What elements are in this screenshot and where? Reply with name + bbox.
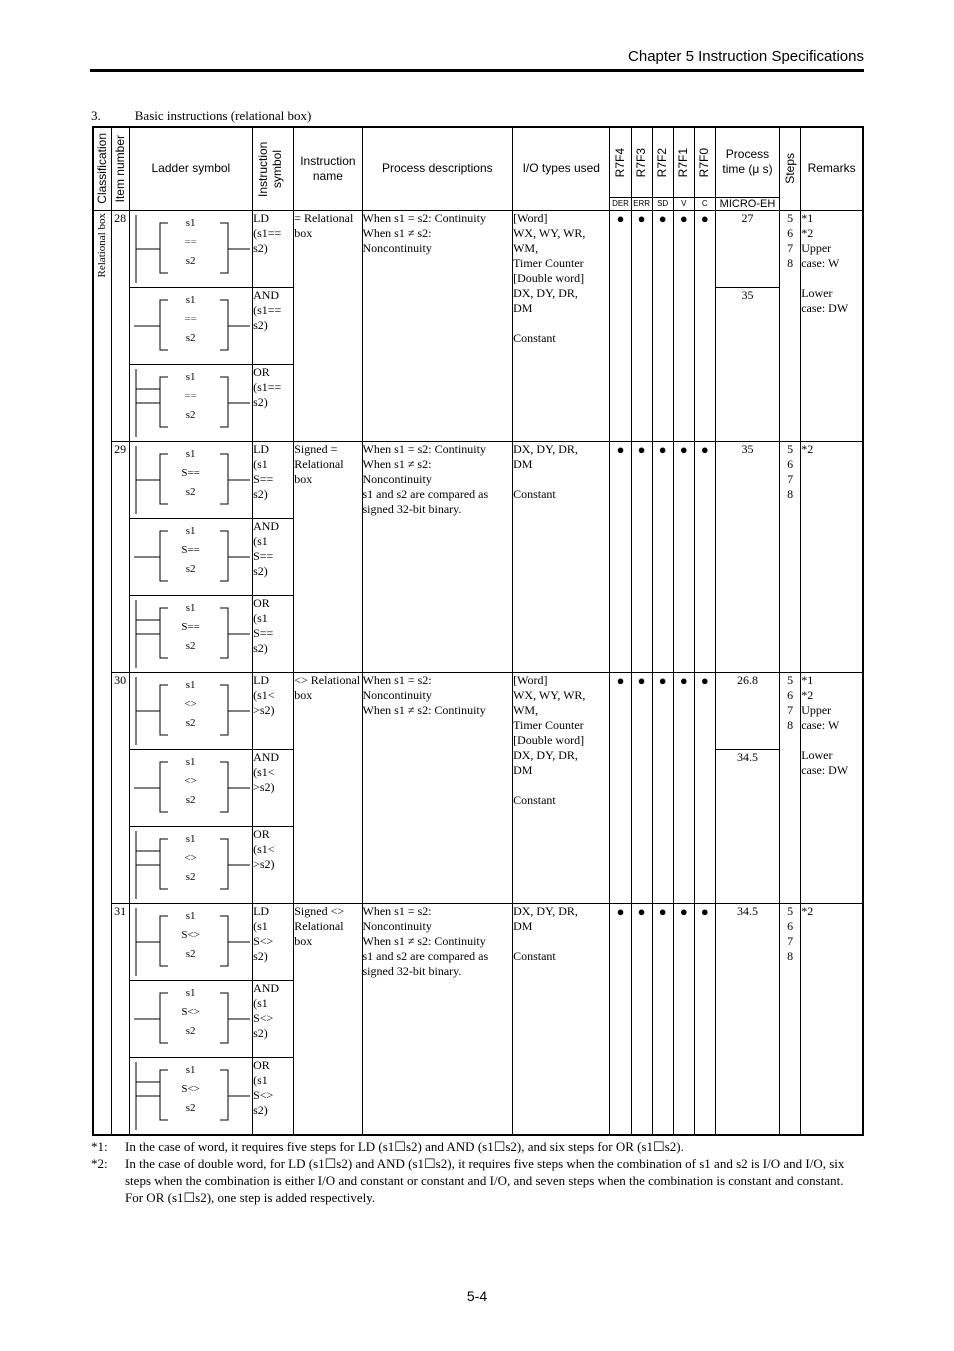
flag-dot: ● xyxy=(652,441,673,672)
ladder-s2: s2 xyxy=(185,870,196,883)
instruction-symbol: AND (s1== s2) xyxy=(253,287,294,364)
ladder-s2: s2 xyxy=(185,716,196,729)
ladder-symbol-cell xyxy=(129,672,252,749)
flag-dot: ● xyxy=(694,210,715,441)
flag-dot: ● xyxy=(673,441,694,672)
ladder-operator: <> xyxy=(184,697,197,710)
flag-dot: ● xyxy=(694,903,715,1135)
ladder-operator: S<> xyxy=(181,928,200,941)
table-row xyxy=(93,441,863,518)
ladder-diagram xyxy=(130,750,252,826)
instruction-symbol: AND (s1 S== s2) xyxy=(253,518,294,595)
ladder-operator: == xyxy=(184,389,197,402)
ladder-s2: s2 xyxy=(185,485,196,498)
header-classification: Classification xyxy=(93,127,111,210)
ladder-s1: s1 xyxy=(185,447,196,460)
ladder-diagram xyxy=(130,1058,252,1134)
ladder-s2: s2 xyxy=(185,947,196,960)
flag-dot: ● xyxy=(610,903,631,1135)
process-description: When s1 = s2: Continuity When s1 ≠ s2: Noncontinuity xyxy=(362,210,513,441)
ladder-operator: S<> xyxy=(181,1005,200,1018)
section-number: 3. xyxy=(91,108,101,123)
header-ladder-symbol: Ladder symbol xyxy=(129,127,252,210)
ladder-operator: == xyxy=(184,312,197,325)
ladder-symbol-cell xyxy=(129,1057,252,1135)
ladder-diagram xyxy=(130,365,252,441)
chapter-header: Chapter 5 Instruction Specifications xyxy=(628,48,864,65)
flag-dot: ● xyxy=(694,672,715,903)
ladder-symbol-cell xyxy=(129,980,252,1057)
flag-dot: ● xyxy=(652,210,673,441)
process-time: 35 xyxy=(715,441,779,672)
io-types: [Word] WX, WY, WR, WM, Timer Counter [Double word] DX, DY, DR, DM Constant xyxy=(513,210,610,441)
process-description: When s1 = s2: Noncontinuity When s1 ≠ s2: Continuity s1 and s2 are compared as signed 32-bit binary. xyxy=(362,903,513,1135)
flag-sub-der: DER xyxy=(610,197,631,210)
table-row xyxy=(93,672,863,749)
ladder-diagram xyxy=(130,827,252,903)
instruction-symbol: LD (s1== s2) xyxy=(253,210,294,287)
footnotes xyxy=(91,1138,863,1206)
ladder-s1: s1 xyxy=(185,755,196,768)
ladder-s2: s2 xyxy=(185,639,196,652)
ladder-s2: s2 xyxy=(185,1101,196,1114)
flag-dot: ● xyxy=(631,441,652,672)
flag-sub-c: C xyxy=(694,197,715,210)
flag-sub-err: ERR xyxy=(631,197,652,210)
item-number: 30 xyxy=(111,672,129,903)
item-number: 31 xyxy=(111,903,129,1135)
flag-dot: ● xyxy=(652,903,673,1135)
instruction-symbol: OR (s1 S<> s2) xyxy=(253,1057,294,1135)
header-remarks: Remarks xyxy=(801,127,863,210)
ladder-diagram xyxy=(130,211,252,287)
instruction-symbol: OR (s1 S== s2) xyxy=(253,595,294,672)
header-process-descriptions: Process descriptions xyxy=(362,127,513,210)
ladder-s1: s1 xyxy=(185,909,196,922)
ladder-symbol-cell xyxy=(129,287,252,364)
ladder-s2: s2 xyxy=(185,331,196,344)
instruction-symbol: AND (s1< >s2) xyxy=(253,749,294,826)
instruction-symbol: LD (s1< >s2) xyxy=(253,672,294,749)
flag-sub-sd: SD xyxy=(652,197,673,210)
ladder-diagram xyxy=(130,596,252,672)
header-item-number: Item number xyxy=(111,127,129,210)
ladder-s1: s1 xyxy=(185,216,196,229)
ladder-operator: S== xyxy=(181,466,200,479)
ladder-operator: S== xyxy=(181,543,200,556)
remarks: *1 *2 Upper case: W Lower case: DW xyxy=(801,210,863,441)
process-description: When s1 = s2: Continuity When s1 ≠ s2: Noncontinuity s1 and s2 are compared as signed 32-bit binary. xyxy=(362,441,513,672)
header-flag-r7f0: R7F0 xyxy=(694,127,715,197)
process-time: 26.8 xyxy=(715,672,779,749)
ladder-operator: <> xyxy=(184,851,197,864)
instruction-name: <> Relational box xyxy=(294,672,362,903)
header-instruction-symbol: Instruction symbol xyxy=(253,127,294,210)
ladder-diagram xyxy=(130,981,252,1057)
steps: 5 6 7 8 xyxy=(780,672,801,903)
steps: 5 6 7 8 xyxy=(780,441,801,672)
instruction-name: = Relational box xyxy=(294,210,362,441)
ladder-symbol-cell xyxy=(129,749,252,826)
flag-dot: ● xyxy=(631,210,652,441)
instruction-table xyxy=(92,126,864,1136)
ladder-diagram xyxy=(130,673,252,749)
flag-dot: ● xyxy=(631,672,652,903)
ladder-s2: s2 xyxy=(185,562,196,575)
ladder-symbol-cell xyxy=(129,826,252,903)
io-types: [Word] WX, WY, WR, WM, Timer Counter [Double word] DX, DY, DR, DM Constant xyxy=(513,672,610,903)
flag-dot: ● xyxy=(673,903,694,1135)
ladder-s2: s2 xyxy=(185,254,196,267)
header-steps: Steps xyxy=(780,127,801,210)
ladder-s1: s1 xyxy=(185,601,196,614)
footnote-1: *1: In the case of word, it requires five steps for LD (s1☐s2) and AND (s1☐s2), and six steps for OR (s1☐s2). xyxy=(91,1139,684,1154)
flag-dot: ● xyxy=(610,672,631,903)
ladder-operator: S== xyxy=(181,620,200,633)
ladder-s1: s1 xyxy=(185,293,196,306)
process-time-double: 34.5 xyxy=(715,749,779,903)
page-number: 5-4 xyxy=(466,1288,488,1304)
header-process-time: Process time (μ s) xyxy=(715,127,779,197)
ladder-s2: s2 xyxy=(185,408,196,421)
header-row xyxy=(93,127,863,197)
ladder-s1: s1 xyxy=(185,832,196,845)
item-number: 29 xyxy=(111,441,129,672)
ladder-s1: s1 xyxy=(185,678,196,691)
ladder-operator: == xyxy=(184,235,197,248)
section-heading xyxy=(91,108,311,124)
ladder-symbol-cell xyxy=(129,364,252,441)
ladder-operator: S<> xyxy=(181,1082,200,1095)
ladder-s2: s2 xyxy=(185,793,196,806)
ladder-s1: s1 xyxy=(185,986,196,999)
ladder-s1: s1 xyxy=(185,370,196,383)
header-flag-r7f2: R7F2 xyxy=(652,127,673,197)
instruction-symbol: OR (s1< >s2) xyxy=(253,826,294,903)
ladder-s1: s1 xyxy=(185,524,196,537)
classification-cell: Relational box xyxy=(93,210,111,1135)
flag-dot: ● xyxy=(673,672,694,903)
io-types: DX, DY, DR, DM Constant xyxy=(513,903,610,1135)
footnote-2: *2: In the case of double word, for LD (s1☐s2) and AND (s1☐s2), it requires five steps when the combination of s1 and s2 is I/O and I/O, six steps when the combination is either I/O and constant or constant and I/O, and seven steps when the combination is constant and constant. For OR (s1☐s2), one step is added respectively. xyxy=(91,1156,845,1205)
flag-sub-v: V xyxy=(673,197,694,210)
steps: 5 6 7 8 xyxy=(780,903,801,1135)
ladder-diagram xyxy=(130,519,252,595)
process-time: 34.5 xyxy=(715,903,779,1135)
table-body xyxy=(93,210,863,1135)
instruction-symbol: LD (s1 S== s2) xyxy=(253,441,294,518)
ladder-symbol-cell xyxy=(129,210,252,287)
flag-dot: ● xyxy=(652,672,673,903)
process-time-double: 35 xyxy=(715,287,779,441)
instruction-symbol: AND (s1 S<> s2) xyxy=(253,980,294,1057)
remarks: *1 *2 Upper case: W Lower case: DW xyxy=(801,672,863,903)
flag-dot: ● xyxy=(694,441,715,672)
header-flag-r7f3: R7F3 xyxy=(631,127,652,197)
item-number: 28 xyxy=(111,210,129,441)
ladder-diagram xyxy=(130,442,252,518)
process-description: When s1 = s2: Noncontinuity When s1 ≠ s2: Continuity xyxy=(362,672,513,903)
flag-dot: ● xyxy=(610,210,631,441)
ladder-s2: s2 xyxy=(185,1024,196,1037)
ladder-diagram xyxy=(130,288,252,364)
process-time-sub: MICRO-EH xyxy=(715,197,779,210)
flag-dot: ● xyxy=(631,903,652,1135)
header-instruction-name: Instruction name xyxy=(294,127,362,210)
remarks: *2 xyxy=(801,903,863,1135)
ladder-s1: s1 xyxy=(185,1063,196,1076)
ladder-diagram xyxy=(130,904,252,980)
ladder-operator: <> xyxy=(184,774,197,787)
header-flag-r7f1: R7F1 xyxy=(673,127,694,197)
table-row xyxy=(93,210,863,287)
ladder-symbol-cell xyxy=(129,903,252,980)
steps: 5 6 7 8 xyxy=(780,210,801,441)
table-row xyxy=(93,903,863,980)
instruction-symbol: LD (s1 S<> s2) xyxy=(253,903,294,980)
flag-dot: ● xyxy=(673,210,694,441)
header-io-types: I/O types used xyxy=(513,127,610,210)
header-rule xyxy=(90,69,864,72)
ladder-symbol-cell xyxy=(129,518,252,595)
instruction-name: Signed <> Relational box xyxy=(294,903,362,1135)
process-time: 27 xyxy=(715,210,779,287)
flag-dot: ● xyxy=(610,441,631,672)
header-flag-r7f4: R7F4 xyxy=(610,127,631,197)
remarks: *2 xyxy=(801,441,863,672)
ladder-symbol-cell xyxy=(129,595,252,672)
section-title: Basic instructions (relational box) xyxy=(134,108,312,123)
ladder-symbol-cell xyxy=(129,441,252,518)
instruction-name: Signed = Relational box xyxy=(294,441,362,672)
instruction-symbol: OR (s1== s2) xyxy=(253,364,294,441)
io-types: DX, DY, DR, DM Constant xyxy=(513,441,610,672)
